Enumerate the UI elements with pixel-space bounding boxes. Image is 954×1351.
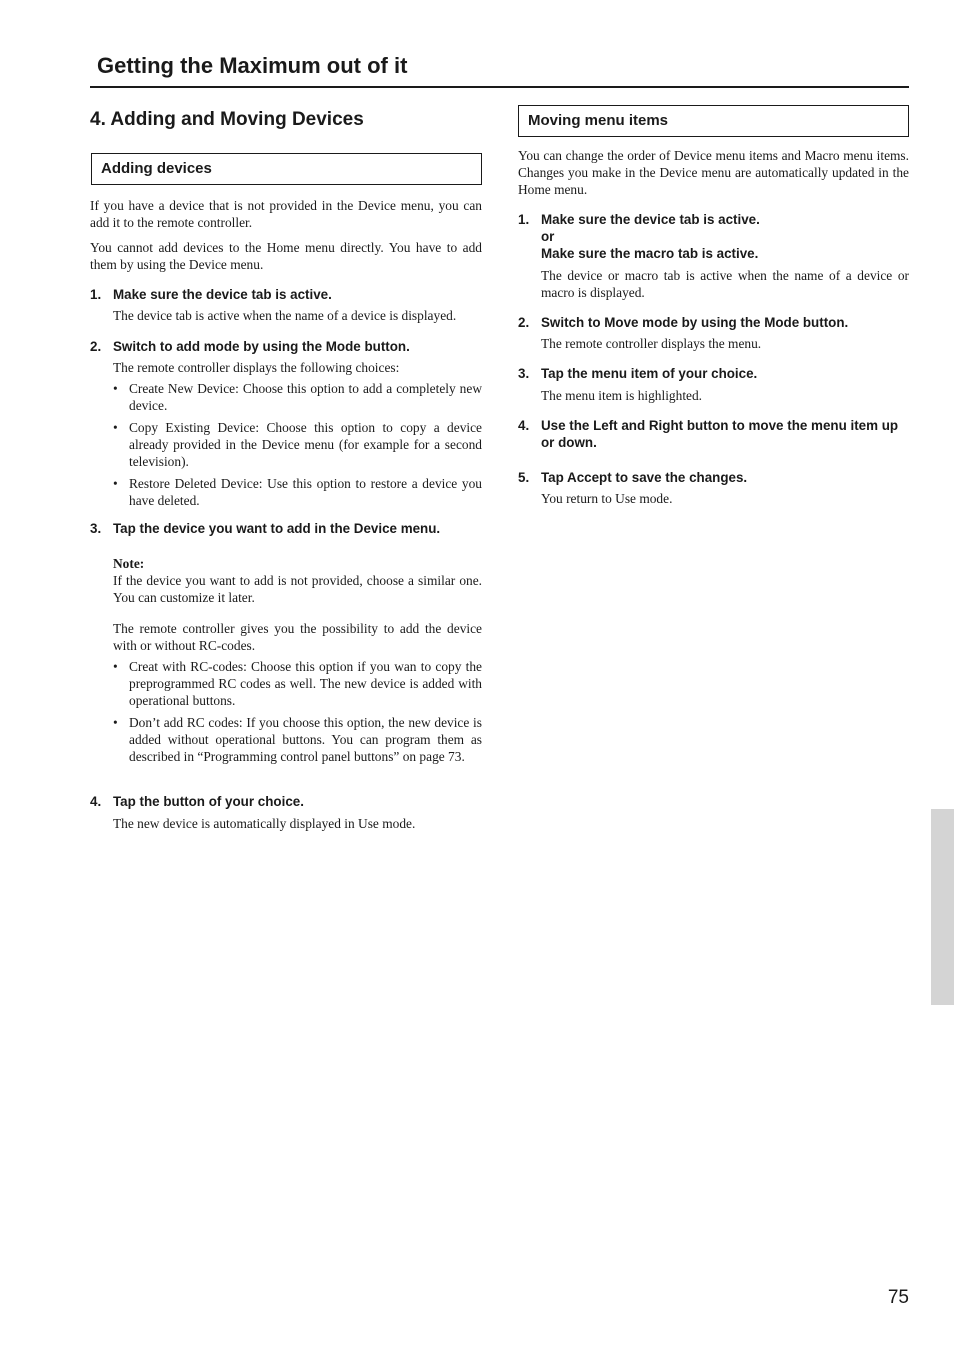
list-item: • Restore Deleted Device: Use this option to restore a device you have deleted. xyxy=(113,476,482,508)
step-label-alt: Make sure the macro tab is active. xyxy=(541,246,759,261)
note-text: If the device you want to add is not provided, choose a similar one. You can customize it later. xyxy=(113,573,482,605)
step-2 xyxy=(518,314,909,331)
step-label: Switch to Move mode by using the Mode button. xyxy=(541,315,849,330)
intro-paragraph-2: You cannot add devices to the Home menu directly. You have to add them by using the Device menu. xyxy=(90,240,482,272)
intro-paragraph: You can change the order of Device menu items and Macro menu items. Changes you make in the Device menu are automatically updated in the Home menu. xyxy=(518,148,909,197)
moving-menu-items-heading: Moving menu items xyxy=(518,105,909,137)
page-number: 75 xyxy=(887,1287,909,1308)
step-detail: The remote controller displays the menu. xyxy=(541,336,762,351)
step-number: 4. xyxy=(518,418,530,433)
step-label: Tap the menu item of your choice. xyxy=(541,366,758,381)
step-number: 2. xyxy=(518,315,530,330)
step-detail: The device or macro tab is active when the name of a device or macro is displayed. xyxy=(541,268,909,300)
step-4 xyxy=(90,793,482,810)
step-3 xyxy=(90,520,482,537)
note-label: Note: xyxy=(113,556,145,571)
page-title: Getting the Maximum out of it xyxy=(97,53,408,78)
step-label-or: or xyxy=(541,229,555,244)
list-item: • Don’t add RC codes: If you choose this option, the new device is added without operational buttons. You can program them as described in “Programming control panel buttons” on page 73. xyxy=(113,715,482,764)
step-label: Switch to add mode by using the Mode button. xyxy=(113,339,410,354)
step-label: Tap Accept to save the changes. xyxy=(541,470,748,485)
step-2 xyxy=(90,338,482,355)
step-label: Make sure the device tab is active. xyxy=(113,287,332,302)
step-number: 1. xyxy=(518,212,530,227)
section-title: 4. Adding and Moving Devices xyxy=(90,109,364,130)
rc-intro: The remote controller gives you the possibility to add the device with or without RC-codes. xyxy=(113,621,482,653)
step-label: Tap the button of your choice. xyxy=(113,794,304,809)
step-3 xyxy=(518,365,909,382)
step-number: 3. xyxy=(518,366,530,381)
step-label: Tap the device you want to add in the Device menu. xyxy=(113,521,441,536)
list-item: • Create New Device: Choose this option to add a completely new device. xyxy=(113,381,482,413)
step-detail: You return to Use mode. xyxy=(541,491,673,506)
step-detail: The device tab is active when the name of a device is displayed. xyxy=(113,308,457,323)
step-number: 2. xyxy=(90,339,102,354)
step-1 xyxy=(518,211,909,262)
step-5 xyxy=(518,469,909,486)
intro-paragraph: If you have a device that is not provided in the Device menu, you can add it to the remote controller. xyxy=(90,198,482,230)
title-rule xyxy=(90,86,909,88)
step-detail: The new device is automatically displayed in Use mode. xyxy=(113,816,416,831)
adding-devices-heading: Adding devices xyxy=(91,153,482,185)
choices-list xyxy=(113,380,482,509)
step-label: Use the Left and Right button to move the menu item up or down. xyxy=(541,418,899,450)
step-detail: The remote controller displays the following choices: xyxy=(113,360,400,375)
list-item: • Creat with RC-codes: Choose this option if you wan to copy the preprogrammed RC codes as well. The new device is added with operational buttons. xyxy=(113,659,482,708)
step-4 xyxy=(518,417,909,451)
step-number: 1. xyxy=(90,287,102,302)
step-number: 5. xyxy=(518,470,530,485)
list-item: • Copy Existing Device: Choose this option to copy a device already provided in the Device menu (for example for a second television). xyxy=(113,420,482,469)
rc-options-list xyxy=(113,658,482,765)
step-label: Make sure the device tab is active. xyxy=(541,212,760,227)
step-number: 4. xyxy=(90,794,102,809)
step-detail: The menu item is highlighted. xyxy=(541,388,703,403)
step-1 xyxy=(90,286,482,303)
side-tab xyxy=(931,809,954,1005)
step-number: 3. xyxy=(90,521,102,536)
